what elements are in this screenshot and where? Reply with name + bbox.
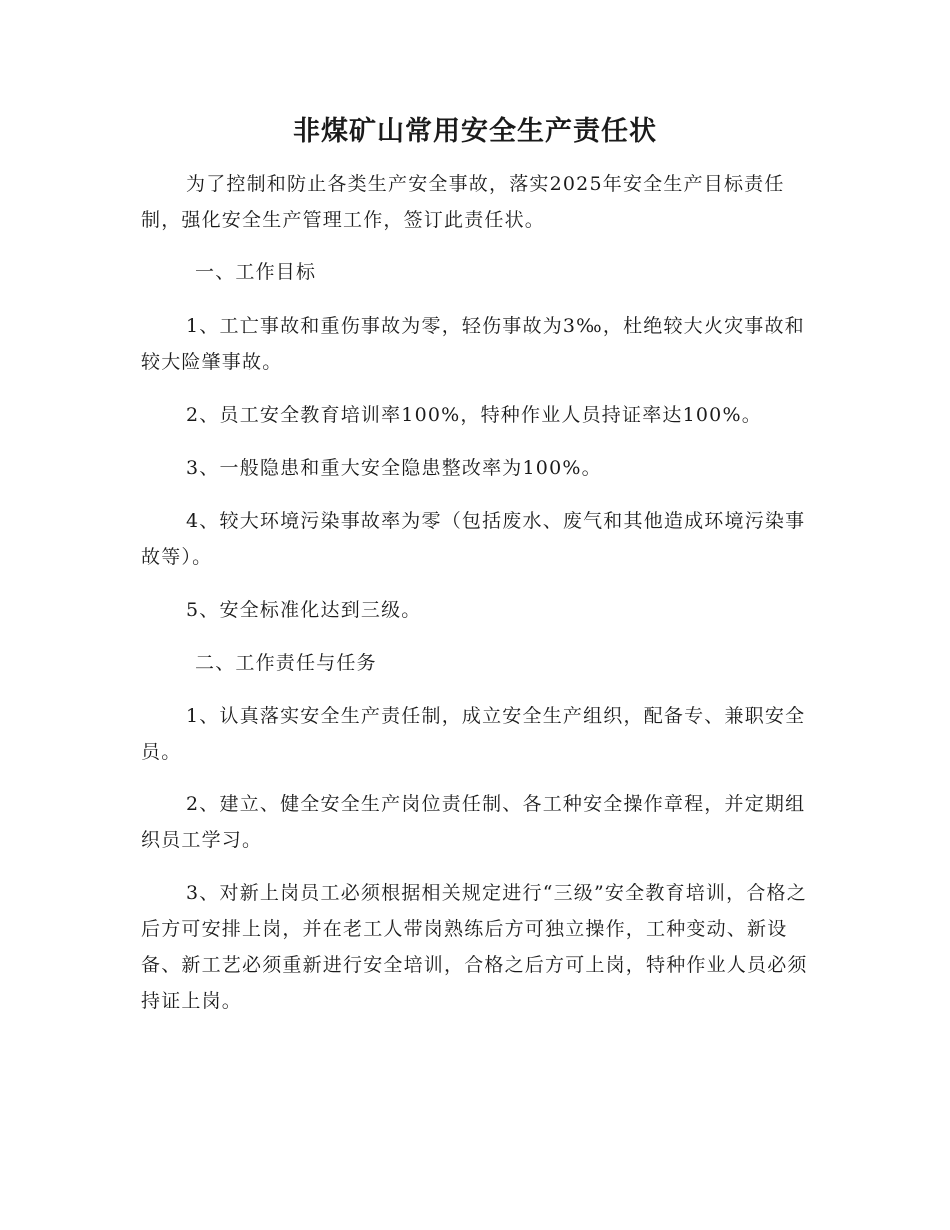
goal-item-2: 2、员工安全教育培训率100%，特种作业人员持证率达100%。 [186, 404, 762, 426]
goal-item-4: 4、较大环境污染事故率为零（包括废水、废气和其他造成环境污染事故等）。 [141, 510, 806, 568]
goal-item-3: 3、一般隐患和重大安全隐患整改率为100%。 [186, 457, 602, 479]
document-title: 非煤矿山常用安全生产责任状 [293, 116, 657, 147]
duty-item-3: 3、对新上岗员工必须根据相关规定进行“三级”安全教育培训，合格之后方可安排上岗，并在老工人带岗熟练后方可独立操作，工种变动、新设备、新工艺必须重新进行安全培训，合格之后方可上岗，特种作业人员必须持证上岗。 [141, 882, 808, 1012]
section-heading-goals: 一、工作目标 [195, 261, 317, 283]
goal-item-5: 5、安全标准化达到三级。 [186, 599, 422, 621]
duty-item-1: 1、认真落实安全生产责任制，成立安全生产组织，配备专、兼职安全员。 [141, 705, 806, 763]
duty-item-2: 2、建立、健全安全生产岗位责任制、各工种安全操作章程，并定期组织员工学习。 [141, 793, 806, 851]
goal-item-1: 1、工亡事故和重伤事故为零，轻伤事故为3‰，杜绝较大火灾事故和较大险肇事故。 [141, 315, 805, 373]
section-heading-duties: 二、工作责任与任务 [195, 652, 377, 674]
intro-paragraph: 为了控制和防止各类生产安全事故，落实2025年安全生产目标责任制，强化安全生产管理工作，签订此责任状。 [141, 173, 785, 231]
